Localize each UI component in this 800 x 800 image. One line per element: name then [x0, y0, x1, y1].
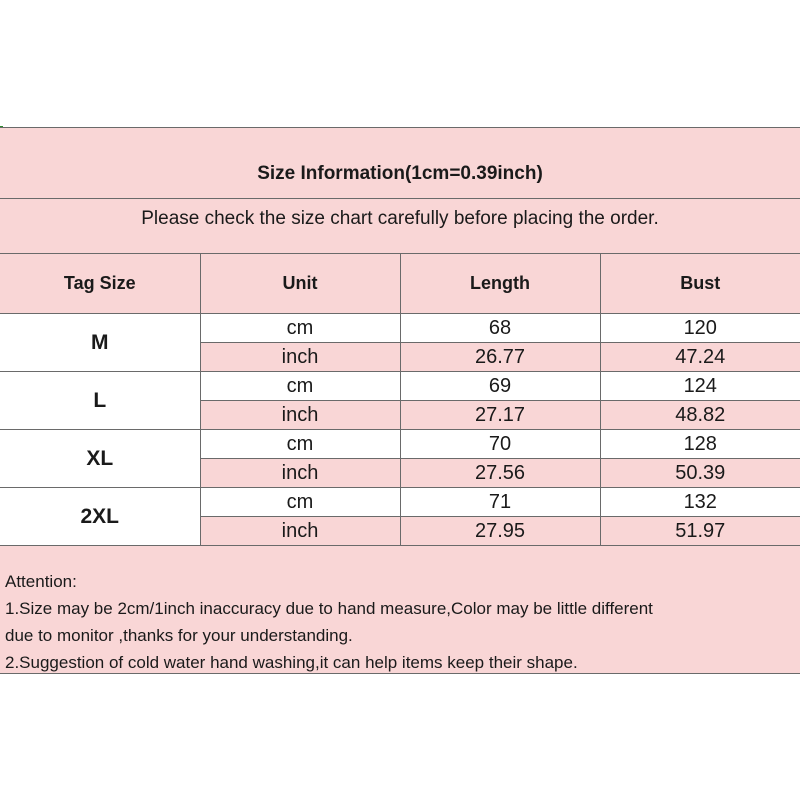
unit-cell: inch — [200, 343, 400, 372]
table-header-row — [0, 254, 800, 314]
unit-cell: cm — [200, 430, 400, 459]
column-header-unit: Unit — [200, 254, 400, 314]
tag-size-cell: XL — [0, 430, 200, 488]
bust-cell: 124 — [600, 372, 800, 401]
bust-cell: 47.24 — [600, 343, 800, 372]
tag-size-cell: L — [0, 372, 200, 430]
size-chart-sheet — [0, 127, 800, 674]
size-info-subtitle: Please check the size chart carefully before placing the order. — [141, 208, 659, 229]
bust-cell: 132 — [600, 488, 800, 517]
length-cell: 69 — [400, 372, 600, 401]
length-cell: 27.95 — [400, 517, 600, 546]
tag-size-cell: M — [0, 314, 200, 372]
bust-cell: 50.39 — [600, 459, 800, 488]
column-header-bust: Bust — [600, 254, 800, 314]
unit-cell: inch — [200, 459, 400, 488]
column-header-tag-size: Tag Size — [0, 254, 200, 314]
table-row — [0, 314, 800, 343]
attention-line: due to monitor ,thanks for your understanding. — [5, 626, 353, 645]
size-table — [0, 253, 800, 546]
bust-cell: 48.82 — [600, 401, 800, 430]
length-cell: 27.56 — [400, 459, 600, 488]
table-row — [0, 488, 800, 517]
length-cell: 68 — [400, 314, 600, 343]
size-info-title: Size Information(1cm=0.39inch) — [257, 163, 543, 184]
tag-size-cell: 2XL — [0, 488, 200, 546]
length-cell: 71 — [400, 488, 600, 517]
attention-line: 2.Suggestion of cold water hand washing,it can help items keep their shape. — [5, 653, 578, 672]
bust-cell: 51.97 — [600, 517, 800, 546]
length-cell: 26.77 — [400, 343, 600, 372]
table-row — [0, 372, 800, 401]
bust-cell: 120 — [600, 314, 800, 343]
table-row — [0, 430, 800, 459]
bust-cell: 128 — [600, 430, 800, 459]
unit-cell: inch — [200, 401, 400, 430]
attention-heading: Attention: — [5, 572, 77, 591]
length-cell: 70 — [400, 430, 600, 459]
unit-cell: cm — [200, 372, 400, 401]
attention-notes — [5, 568, 800, 676]
unit-cell: inch — [200, 517, 400, 546]
divider — [0, 198, 800, 199]
unit-cell: cm — [200, 488, 400, 517]
length-cell: 27.17 — [400, 401, 600, 430]
attention-line: 1.Size may be 2cm/1inch inaccuracy due to hand measure,Color may be little different — [5, 599, 653, 618]
column-header-length: Length — [400, 254, 600, 314]
unit-cell: cm — [200, 314, 400, 343]
